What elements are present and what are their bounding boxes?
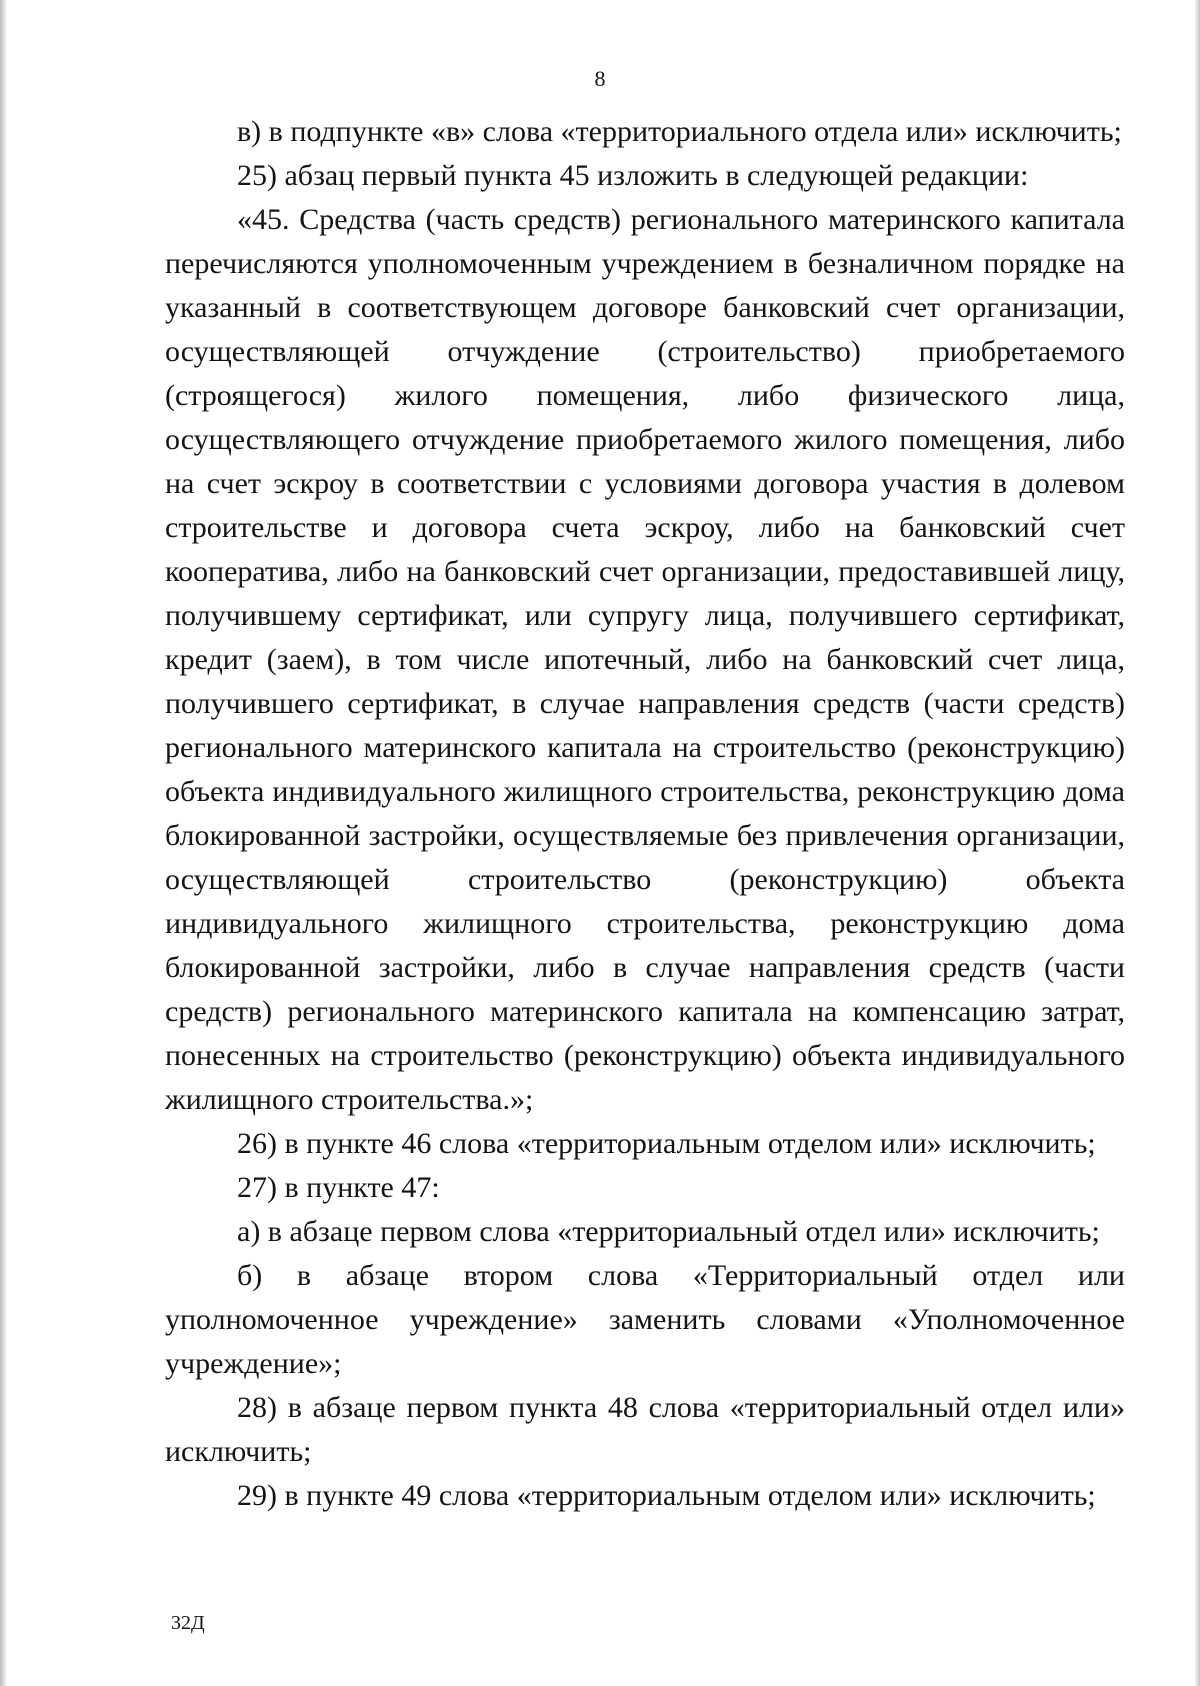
footer-code: 32Д bbox=[171, 1612, 205, 1634]
page-number: 8 bbox=[594, 66, 606, 91]
paragraph-item-25: 25) абзац первый пункта 45 изложить в следующей редакции: bbox=[237, 159, 1029, 192]
paragraph-point-45-text: «45. Средства (часть средств) регионального материнского капитала перечисляются уполномоченным учреждением в безналичном порядке на указанный в соответствующем договоре банковский счет организации, осуществляющей отчуждение (строительство) приобретаемого (строящегося) жилого помещения, либо физического лица, осуществляющего отчуждение приобретаемого жилого помещения, либо на счет эскроу в соответствии с условиями договора участия в долевом строительстве и договора счета эскроу, либо на банковский счет кооператива, либо на банковский счет организации, предоставившей лицу, получившему сертификат, или супругу лица, получившего сертификат, кредит (заем), в том числе ипотечный, либо на банковский счет лица, получившего сертификат, в случае направления средств (части средств) регионального материнского капитала на строительство (реконструкцию) объекта индивидуального жилищного строительства, реконструкцию дома блокированной застройки, осуществляемые без привлечения организации, осуществляющей строительство (реконструкцию) объекта индивидуального жилищного строительства, реконструкцию дома блокированной застройки, либо в случае направления средств (части средств) регионального материнского капитала на компенсацию затрат, понесенных на строительство (реконструкцию) объекта индивидуального жилищного строительства.»; bbox=[165, 203, 1125, 1116]
document-body bbox=[165, 110, 1125, 1518]
paragraph-item-28: 28) в абзаце первом пункта 48 слова «территориальный отдел или» исключить; bbox=[165, 1391, 1125, 1468]
paragraph-item-26: 26) в пункте 46 слова «территориальным отделом или» исключить; bbox=[237, 1127, 1096, 1160]
scan-edge-right bbox=[1195, 0, 1200, 1686]
scan-edge-left bbox=[0, 0, 6, 1686]
paragraph-v-subitem: в) в подпункте «в» слова «территориального отдела или» исключить; bbox=[237, 115, 1122, 148]
paragraph-item-27-b: б) в абзаце втором слова «Территориальный отдел или уполномоченное учреждение» заменить словами «Уполномоченное учреждение»; bbox=[165, 1259, 1125, 1380]
paragraph-item-27-a: а) в абзаце первом слова «территориальный отдел или» исключить; bbox=[237, 1215, 1100, 1248]
paragraph-item-27: 27) в пункте 47: bbox=[237, 1171, 440, 1204]
paragraph-item-29: 29) в пункте 49 слова «территориальным отделом или» исключить; bbox=[237, 1479, 1096, 1512]
